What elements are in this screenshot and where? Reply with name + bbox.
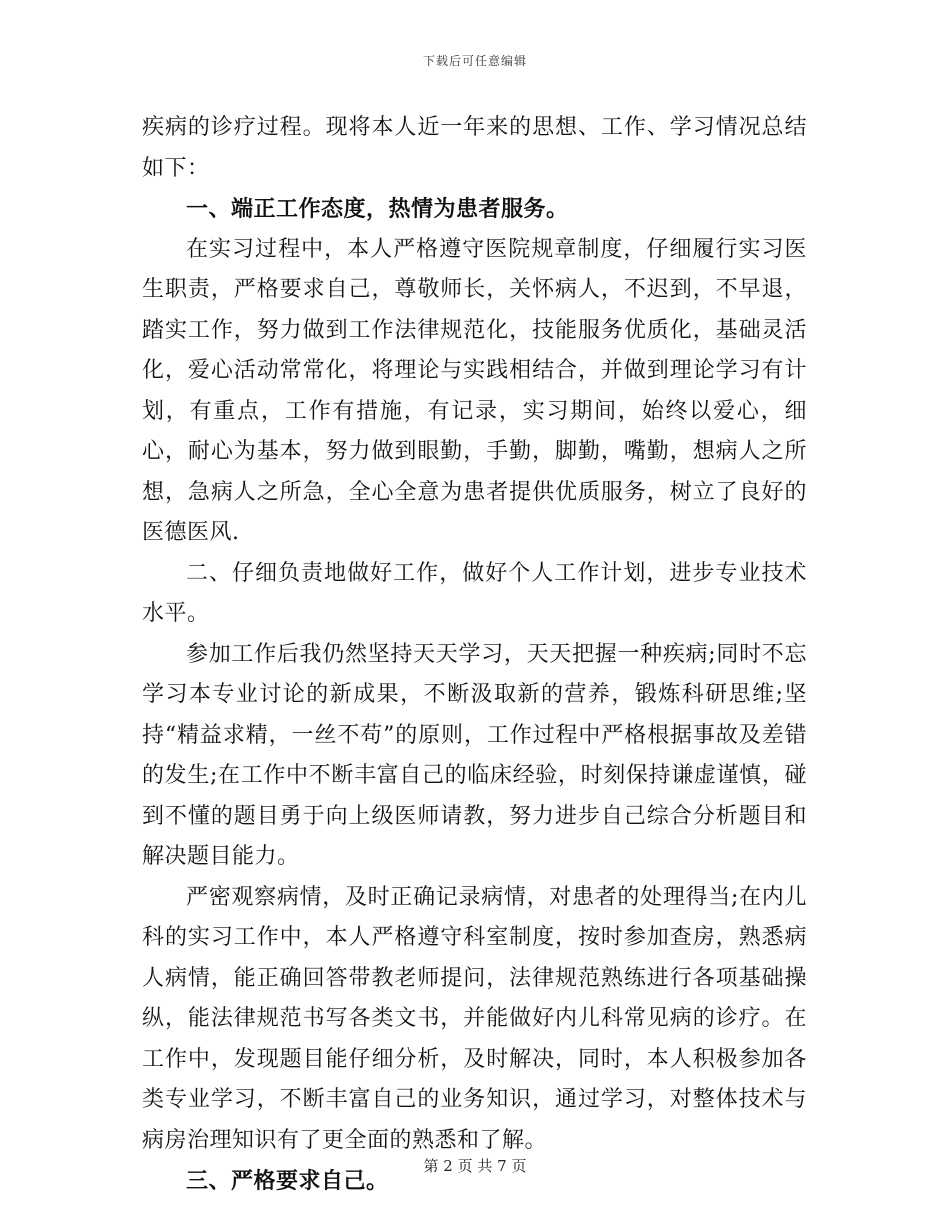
section-heading-2: 二、仔细负责地做好工作，做好个人工作计划，进步专业技术水平。 — [142, 560, 807, 626]
section-heading-3: 三、严格要求自己。 — [186, 1168, 389, 1194]
paragraph-intro-continuation: 疾病的诊疗过程。现将本人近一年来的思想、工作、学习情况总结如下： — [142, 115, 807, 181]
page-header: 下载后可任意编辑 — [422, 54, 527, 68]
page-number: 第 2 页 共 7 页 — [423, 1157, 527, 1175]
document-body — [142, 108, 807, 1202]
section-heading-1: 一、端正工作态度，热情为患者服务。 — [186, 196, 569, 222]
paragraph-attitude: 在实习过程中，本人严格遵守医院规章制度，仔细履行实习医生职责，严格要求自己，尊敬师长，关怀病人，不迟到，不早退，踏实工作，努力做到工作法律规范化，技能服务优质化，基础灵活化，爱心活动常常化，将理论与实践相结合，并做到理论学习有计划，有重点，工作有措施，有记录，实习期间，始终以爱心，细心，耐心为基本，努力做到眼勤，手勤，脚勤，嘴勤，想病人之所想，急病人之所急，全心全意为患者提供优质服务，树立了良好的医德医风. — [142, 236, 807, 545]
paragraph-learning: 参加工作后我仍然坚持天天学习，天天把握一种疾病;同时不忘学习本专业讨论的新成果，不断汲取新的营养，锻炼科研思维;坚持“精益求精，一丝不苟”的原则，工作过程中严格根据事故及差错的发生;在工作中不断丰富自己的临床经验，时刻保持谦虚谨慎，碰到不懂的题目勇于向上级医师请教，努力进步自己综合分析题目和解决题目能力。 — [142, 641, 807, 869]
paragraph-observation: 严密观察病情，及时正确记录病情，对患者的处理得当;在内儿科的实习工作中，本人严格遵守科室制度，按时参加查房，熟悉病人病情，能正确回答带教老师提问，法律规范熟练进行各项基础操纵，能法律规范书写各类文书，并能做好内儿科常见病的诊疗。在工作中，发现题目能仔细分析，及时解决，同时，本人积极参加各类专业学习，不断丰富自己的业务知识，通过学习，对整体技术与病房治理知识有了更全面的熟悉和了解。 — [142, 884, 807, 1153]
